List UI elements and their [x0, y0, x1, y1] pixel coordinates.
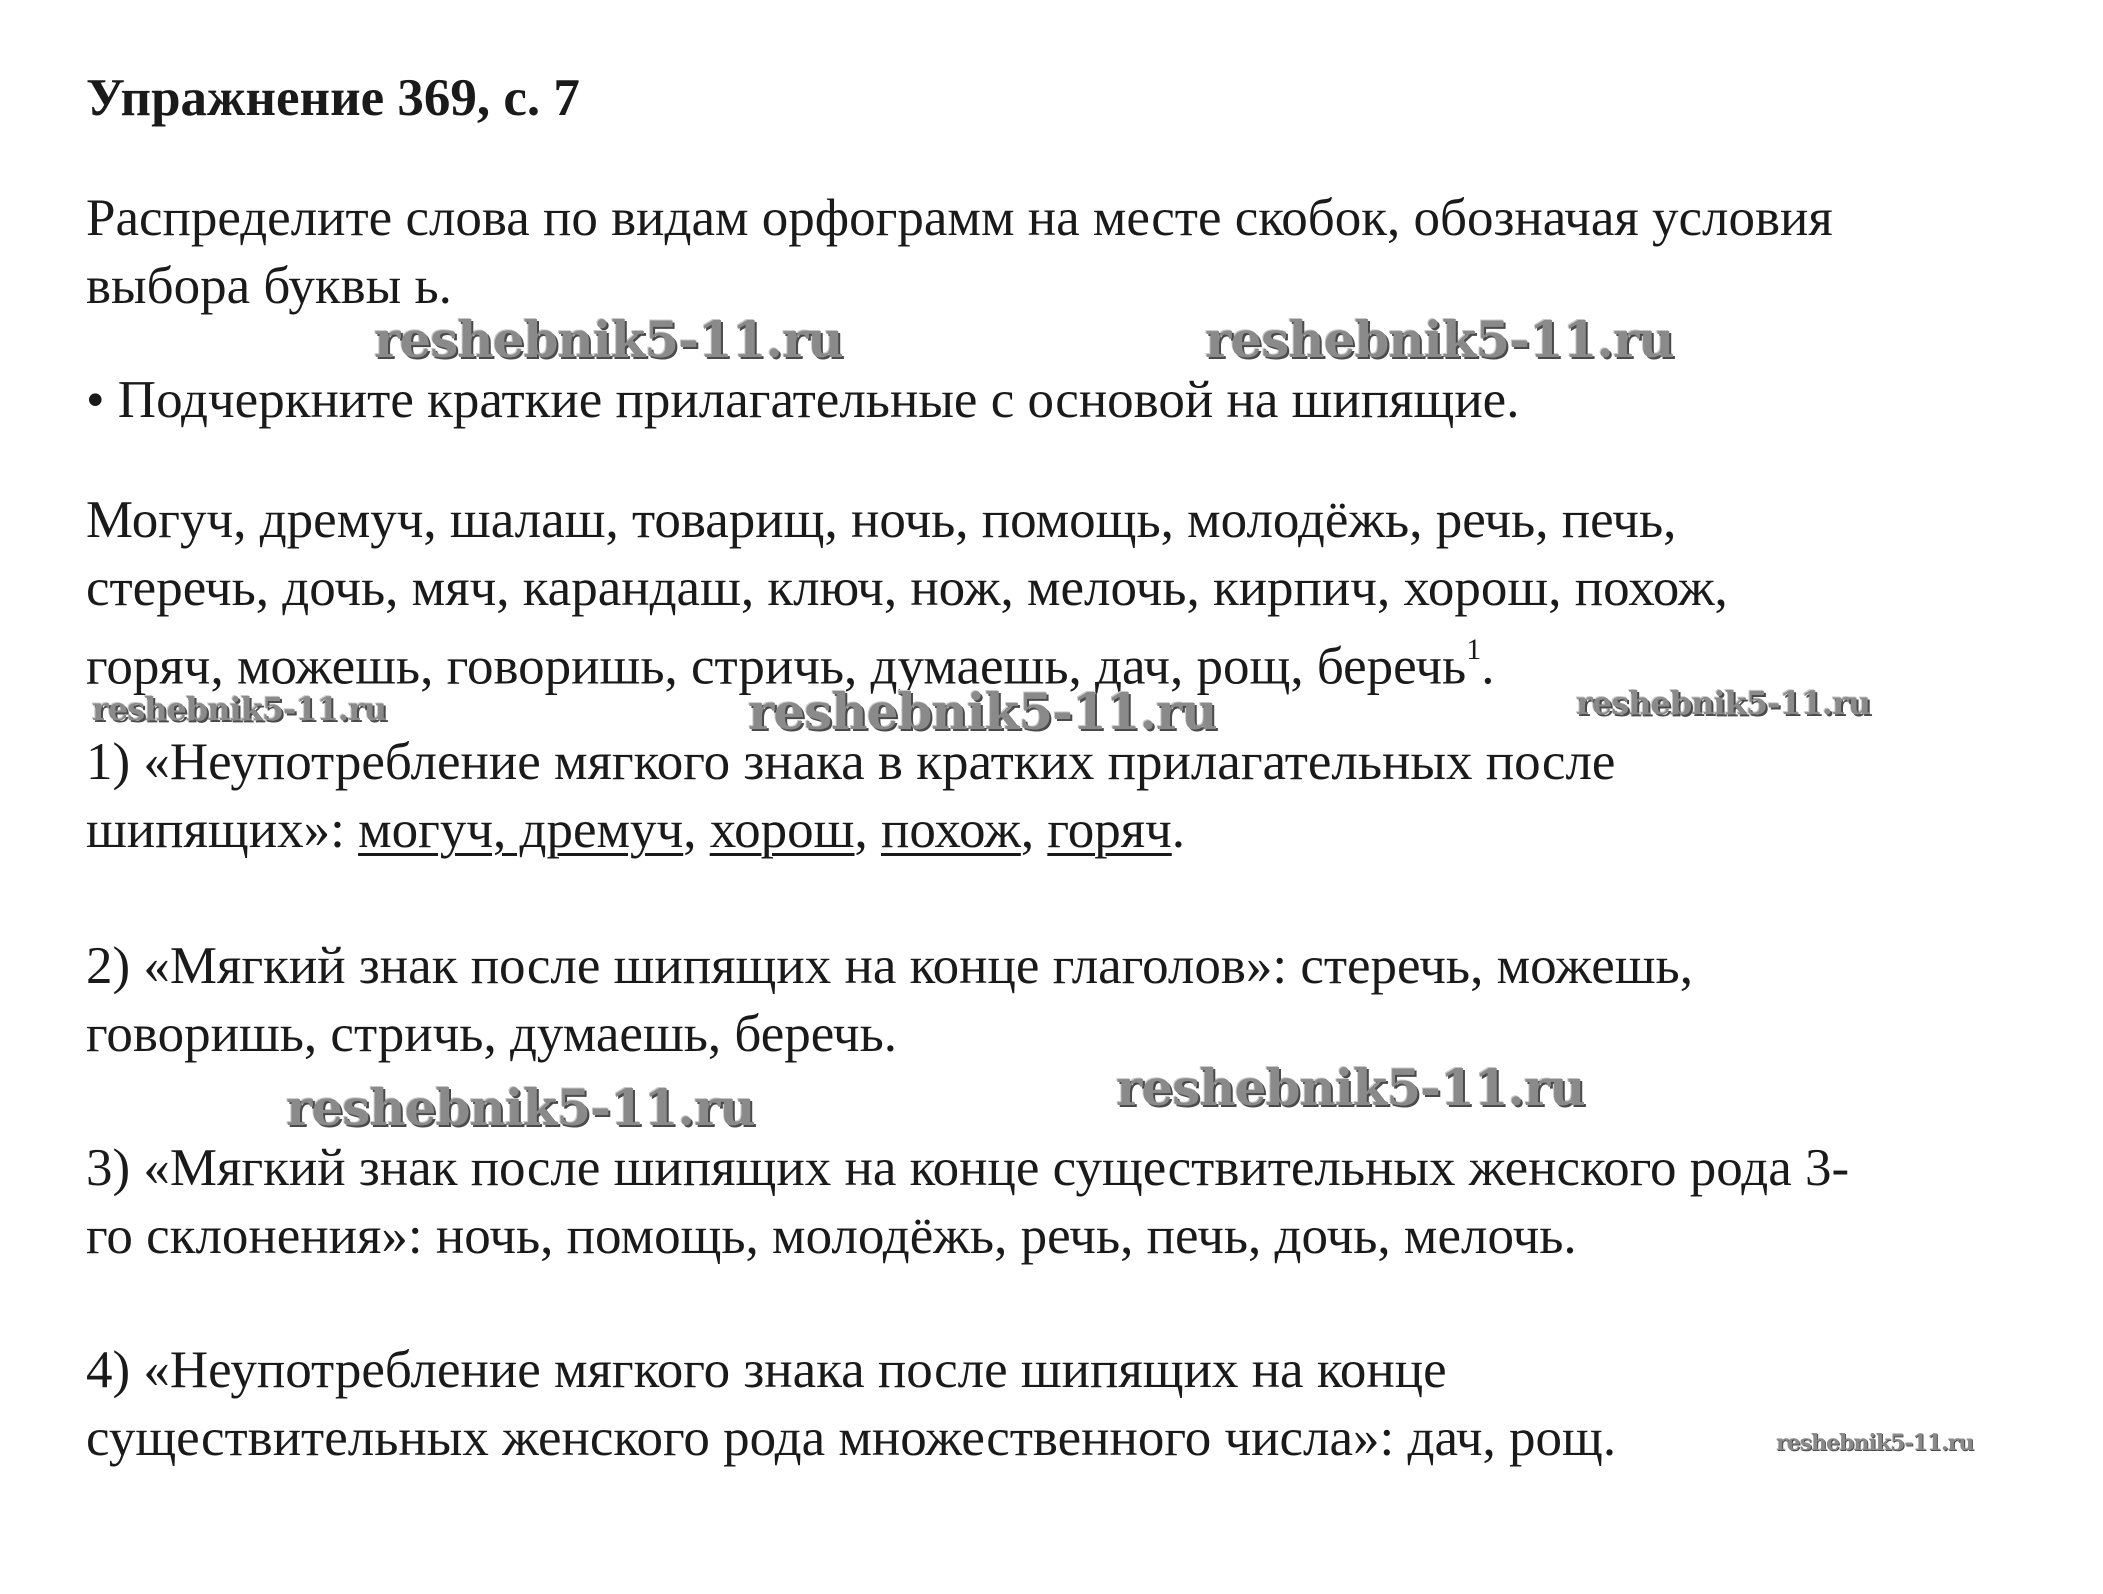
underlined-word-group-1: могуч, дремуч [358, 801, 684, 859]
underlined-word-2: хорош [709, 801, 855, 859]
task-line-2: выбора буквы ь. [86, 257, 452, 315]
watermark-1: reshebnik5-11.ru [374, 310, 843, 369]
watermark-7: reshebnik5-11.ru [1116, 1058, 1585, 1117]
item-1-line-2 [86, 796, 2046, 864]
watermark-5: reshebnik5-11.ru [1576, 684, 1871, 722]
answer-item-3 [86, 1134, 2046, 1270]
underlined-word-4: горяч [1047, 801, 1172, 859]
footnote-mark: 1 [1466, 633, 1482, 666]
item-1-prefix: шипящих»: [86, 801, 359, 859]
item-1-sep-2: , [854, 801, 881, 859]
answer-item-1 [86, 728, 2046, 864]
bullet-instruction [86, 366, 2046, 434]
exercise-title: Упражнение 369, с. 7 [86, 69, 580, 127]
item-1-line-1: 1) «Неупотребление мягкого знака в кратких прилагательных после [86, 733, 1616, 791]
watermark-3: reshebnik5-11.ru [92, 690, 387, 728]
word-list [86, 486, 2046, 701]
watermark-4: reshebnik5-11.ru [748, 682, 1217, 741]
task-line-1: Распределите слова по видам орфограмм на месте скобок, обозначая условия [86, 189, 1833, 247]
word-list-line-1: Могуч, дремуч, шалаш, товарищ, ночь, помощь, молодёжь, речь, печь, [86, 491, 1677, 549]
item-1-end: . [1171, 801, 1186, 859]
watermark-6: reshebnik5-11.ru [286, 1078, 755, 1137]
underlined-word-3: похож [881, 801, 1021, 859]
task-text [86, 184, 2046, 320]
item-2-line-2: говоришь, стричь, думаешь, беречь. [86, 1005, 897, 1063]
answer-item-4 [86, 1336, 2046, 1472]
bullet-line: • Подчеркните краткие прилагательные с основой на шипящие. [86, 371, 1520, 429]
item-3-line-1: 3) «Мягкий знак после шипящих на конце существительных женского рода 3- [86, 1139, 1850, 1197]
word-list-line-3-text: горяч, можешь, говоришь, стричь, думаешь, дач, рощ, беречь [86, 637, 1467, 696]
item-4-line-1: 4) «Неупотребление мягкого знака после шипящих на конце [86, 1341, 1447, 1399]
word-list-line-2: стеречь, дочь, мяч, карандаш, ключ, нож, мелочь, кирпич, хорош, похож, [86, 559, 1728, 617]
answer-item-2 [86, 932, 2046, 1068]
watermark-8: reshebnik5-11.ru [1776, 1430, 1974, 1456]
item-1-sep-1: , [683, 801, 710, 859]
item-2-line-1: 2) «Мягкий знак после шипящих на конце глаголов»: стеречь, можешь, [86, 937, 1693, 995]
watermark-2: reshebnik5-11.ru [1205, 310, 1674, 369]
word-list-end: . [1481, 637, 1495, 696]
item-1-sep-3: , [1020, 801, 1048, 859]
item-4-line-2: существительных женского рода множественного числа»: дач, рощ. [86, 1409, 1617, 1467]
item-3-line-2: го склонения»: ночь, помощь, молодёжь, речь, печь, дочь, мелочь. [86, 1207, 1577, 1265]
